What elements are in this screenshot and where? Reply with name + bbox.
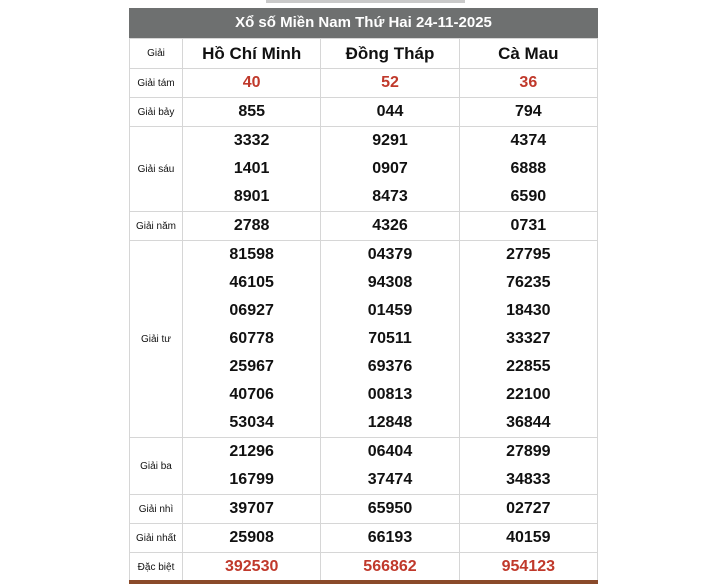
prize-row — [130, 438, 598, 495]
prize-number: 4326 — [372, 217, 408, 234]
prize-number: 69376 — [367, 358, 413, 375]
prize-number: 81598 — [229, 246, 274, 263]
prize-row — [130, 212, 598, 241]
prize-number: 27795 — [506, 246, 551, 263]
prize-cell — [321, 495, 459, 524]
prize-cell — [321, 127, 459, 212]
prize-number: 21296 — [229, 443, 274, 460]
prize-number: 392530 — [224, 558, 279, 575]
prize-cell — [183, 212, 321, 241]
prize-cell — [459, 69, 597, 98]
prize-number: 27899 — [506, 443, 551, 460]
prize-number: 12848 — [367, 414, 413, 431]
prize-row — [130, 241, 598, 438]
prize-cell — [183, 241, 321, 438]
prize-number: 044 — [376, 103, 404, 120]
prize-cell — [459, 241, 597, 438]
prize-label: Giải năm — [130, 212, 183, 241]
prize-cell — [459, 438, 597, 495]
prize-cell — [459, 553, 597, 582]
results-title: Xổ số Miền Nam Thứ Hai 24-11-2025 — [129, 8, 598, 38]
prize-number: 3332 — [233, 132, 270, 149]
prize-number: 8473 — [372, 188, 408, 205]
prize-row — [130, 127, 598, 212]
prize-cell — [183, 438, 321, 495]
prize-number: 0907 — [372, 160, 408, 177]
prize-cell — [459, 495, 597, 524]
prize-label: Giải tám — [130, 69, 183, 98]
prize-label: Giải nhất — [130, 524, 183, 553]
prize-number: 22855 — [506, 358, 551, 375]
prize-number: 66193 — [367, 529, 413, 546]
prize-label: Giải bảy — [130, 98, 183, 127]
prize-label: Đặc biệt — [130, 553, 183, 582]
prize-cell — [183, 127, 321, 212]
prize-number: 06927 — [229, 302, 274, 319]
results-table — [129, 38, 598, 582]
prize-cell — [321, 98, 459, 127]
prize-cell — [183, 495, 321, 524]
prize-number: 00813 — [367, 386, 413, 403]
province-header-ca-mau[interactable]: Cà Mau — [459, 39, 597, 69]
prize-number: 40159 — [506, 529, 551, 546]
prize-column-header: Giải — [130, 39, 183, 69]
prize-cell — [321, 241, 459, 438]
lottery-results-panel — [129, 8, 598, 582]
prize-cell — [321, 553, 459, 582]
prize-number: 954123 — [501, 558, 556, 575]
prize-number: 60778 — [229, 330, 274, 347]
prize-label: Giải sáu — [130, 127, 183, 212]
prize-number: 33327 — [506, 330, 551, 347]
prize-cell — [321, 524, 459, 553]
prize-row — [130, 98, 598, 127]
prize-number: 06404 — [367, 443, 413, 460]
prize-number: 40 — [242, 74, 261, 91]
prize-cell — [321, 212, 459, 241]
prize-number: 36844 — [506, 414, 551, 431]
prize-number: 855 — [238, 103, 266, 120]
prize-cell — [183, 553, 321, 582]
prize-number: 01459 — [367, 302, 413, 319]
prize-cell — [459, 127, 597, 212]
prize-cell — [459, 524, 597, 553]
prize-number: 4374 — [510, 132, 547, 149]
province-header-dong-thap[interactable]: Đồng Tháp — [321, 39, 459, 69]
prize-number: 6888 — [510, 160, 547, 177]
prize-number: 22100 — [506, 386, 551, 403]
prize-number: 16799 — [229, 471, 274, 488]
prize-label: Giải tư — [130, 241, 183, 438]
prize-cell — [183, 524, 321, 553]
prize-number: 04379 — [367, 246, 413, 263]
prize-number: 40706 — [229, 386, 274, 403]
prize-rows — [130, 69, 598, 582]
prize-number: 566862 — [363, 558, 417, 575]
prize-number: 34833 — [506, 471, 551, 488]
prize-label: Giải ba — [130, 438, 183, 495]
prize-number: 02727 — [506, 500, 551, 517]
bottom-border — [129, 580, 598, 584]
prize-cell — [321, 69, 459, 98]
prize-number: 1401 — [233, 160, 270, 177]
prize-row — [130, 495, 598, 524]
prize-number: 0731 — [510, 217, 547, 234]
prize-number: 70511 — [368, 330, 412, 347]
prize-number: 76235 — [506, 274, 551, 291]
prize-number: 8901 — [233, 188, 270, 205]
prize-cell — [459, 98, 597, 127]
province-header-row — [130, 39, 598, 69]
prize-number: 794 — [514, 103, 542, 120]
prize-cell — [321, 438, 459, 495]
top-scroll-indicator — [266, 0, 465, 3]
prize-number: 39707 — [229, 500, 274, 517]
prize-row — [130, 524, 598, 553]
prize-number: 9291 — [372, 132, 408, 149]
prize-row — [130, 553, 598, 582]
prize-label: Giải nhì — [130, 495, 183, 524]
prize-row — [130, 69, 598, 98]
prize-number: 65950 — [367, 500, 413, 517]
prize-number: 52 — [381, 74, 399, 91]
province-header-hcm[interactable]: Hồ Chí Minh — [183, 39, 321, 69]
prize-number: 25908 — [229, 529, 274, 546]
prize-number: 25967 — [229, 358, 274, 375]
prize-cell — [459, 212, 597, 241]
prize-number: 36 — [519, 74, 538, 91]
prize-cell — [183, 69, 321, 98]
prize-cell — [183, 98, 321, 127]
prize-number: 94308 — [367, 274, 413, 291]
prize-number: 18430 — [506, 302, 551, 319]
prize-number: 37474 — [367, 471, 413, 488]
prize-number: 53034 — [229, 414, 274, 431]
prize-number: 6590 — [510, 188, 547, 205]
prize-number: 46105 — [229, 274, 274, 291]
prize-number: 2788 — [233, 217, 270, 234]
